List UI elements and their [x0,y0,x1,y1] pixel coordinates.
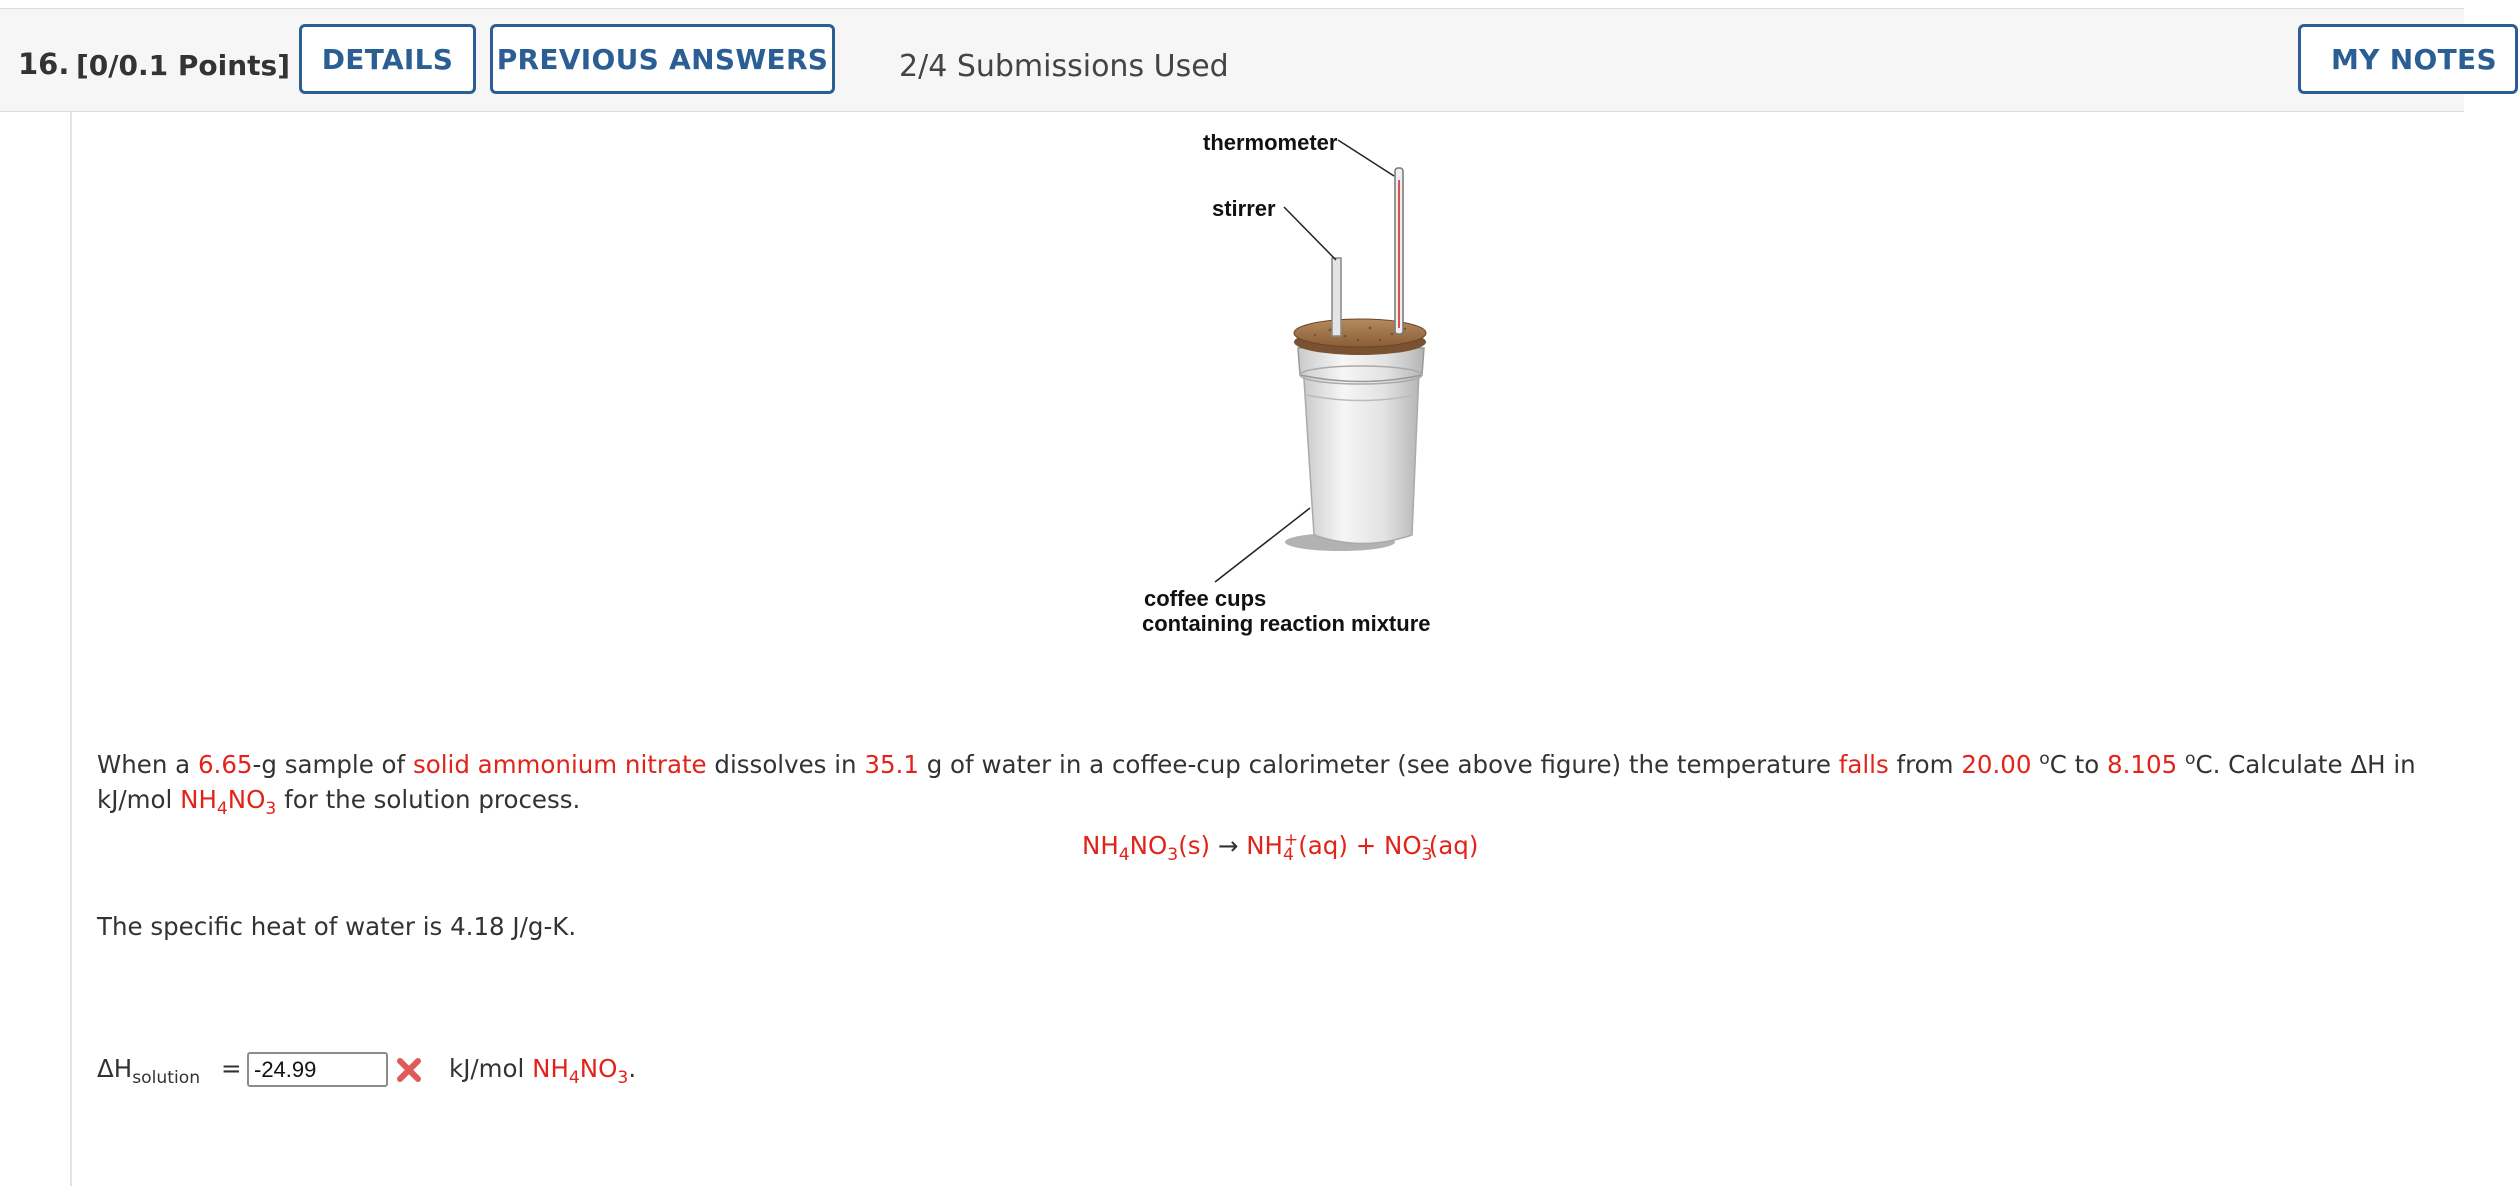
water-mass: 35.1 [864,750,919,780]
thermometer-label: thermometer [1203,130,1338,155]
reaction-arrow: → [1217,831,1239,861]
answer-unit: kJ/mol $NH_4NO_3$. [449,1054,637,1088]
problem-text: C to [2049,750,2108,780]
reaction-equation: $NH_4NO_3(s) \to NH_4^+(aq) + NO_3^-(aq)$ [1082,830,1479,866]
problem-text: for the solution process. [276,785,581,815]
submissions-used: 2/4 Submissions Used [899,49,1229,84]
substance-name: solid ammonium nitrate [412,750,707,780]
answer-input[interactable] [247,1052,388,1087]
problem-text: g of water in a coffee-cup calorimeter (see above figure) the temperature [918,750,1839,780]
problem-statement [97,742,2447,827]
equals-sign: = [221,1054,242,1083]
details-button[interactable]: DETAILS [299,24,476,94]
temperature-direction: falls [1838,750,1889,780]
previous-answers-button[interactable]: PREVIOUS ANSWERS [490,24,835,94]
final-temperature: 8.105 [2107,750,2178,780]
question-number: 16. [18,47,70,81]
stirrer-label: stirrer [1212,196,1276,221]
calorimeter-illustration [1130,120,1460,645]
specific-heat-note: The specific heat of water is 4.18 J/g-K. [97,912,577,941]
calorimeter-figure [1130,120,1460,645]
problem-text: C. Calculate ΔH in kJ/mol [97,750,2416,815]
problem-text: -g sample of [252,750,413,780]
incorrect-icon [395,1056,423,1090]
degree-symbol: o [2039,749,2050,769]
question-header [0,8,2497,112]
problem-formula: $NH_4NO_3$ [180,785,277,820]
delta-h-label: $\Delta H_{solution}$ [97,1054,201,1088]
my-notes-button[interactable]: MY NOTES [2298,24,2518,94]
problem-text: from [1888,750,1962,780]
question-points: [0/0.1 Points] [76,49,290,82]
cups-label-line2: containing reaction mixture [1142,611,1431,636]
problem-text: dissolves in [706,750,865,780]
left-divider [70,112,72,1186]
degree-symbol: o [2184,749,2196,769]
cups-label-line1: coffee cups [1144,586,1267,611]
sample-mass: 6.65 [197,750,253,780]
problem-text: When a [97,750,198,780]
initial-temperature: 20.00 [1961,750,2032,780]
